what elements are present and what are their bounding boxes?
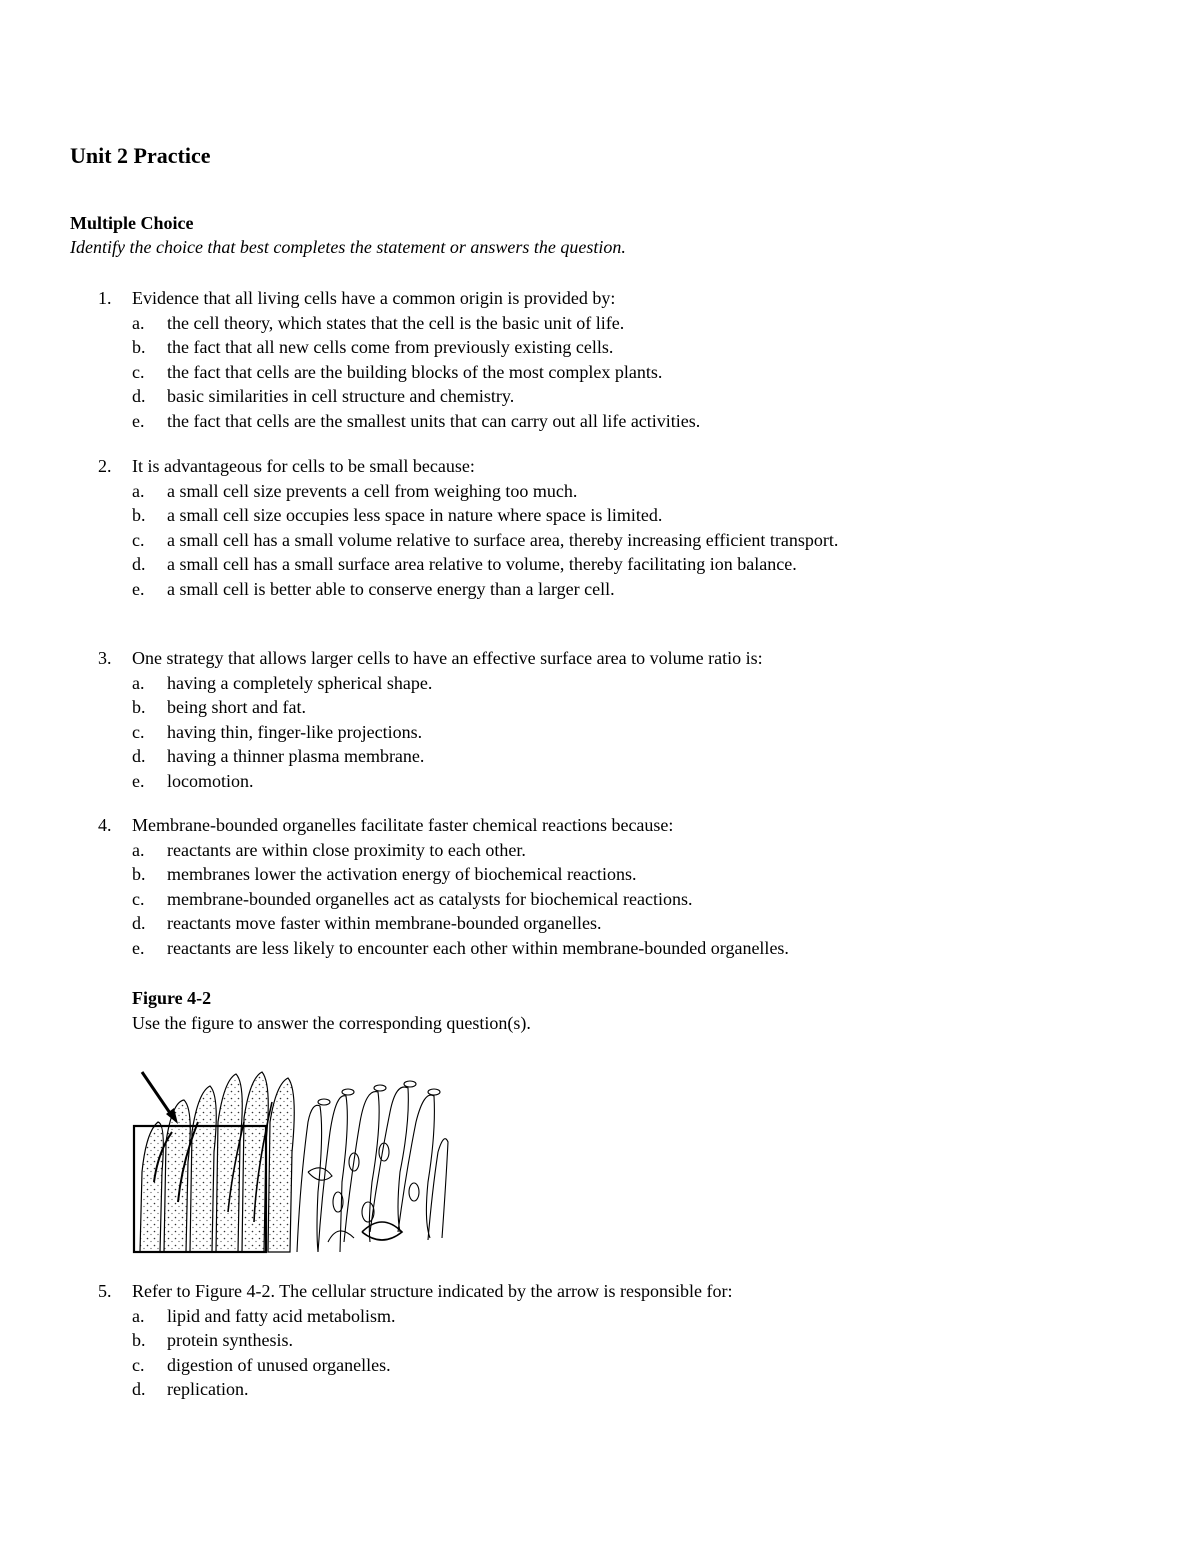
answer-option xyxy=(98,769,978,794)
question-number: 3. xyxy=(98,648,112,668)
answer-option xyxy=(98,720,978,745)
option-letter: d. xyxy=(132,386,146,407)
answer-option xyxy=(98,862,978,887)
option-text: having a thinner plasma membrane. xyxy=(167,746,425,767)
option-text: lipid and fatty acid metabolism. xyxy=(167,1305,396,1326)
option-letter: e. xyxy=(132,770,145,791)
option-text: the cell theory, which states that the cell is the basic unit of life. xyxy=(167,312,625,333)
option-letter: e. xyxy=(132,937,145,958)
option-text: membrane-bounded organelles act as catalysts for biochemical reactions. xyxy=(167,888,693,909)
option-letter: d. xyxy=(132,1379,146,1400)
option-letter: b. xyxy=(132,505,146,526)
option-text: locomotion. xyxy=(167,770,254,791)
answer-option xyxy=(98,911,978,936)
answer-option xyxy=(98,552,978,577)
answer-option xyxy=(98,528,978,553)
option-text: having thin, finger-like projections. xyxy=(167,721,423,742)
question-2 xyxy=(98,454,978,602)
figure-label: Figure 4-2 xyxy=(132,988,212,1008)
option-letter: c. xyxy=(132,888,145,909)
option-letter: d. xyxy=(132,746,146,767)
question-number: 1. xyxy=(98,288,112,308)
option-text: a small cell has a small surface area relative to volume, thereby facilitating ion balance. xyxy=(167,554,797,575)
question-5 xyxy=(98,1279,978,1402)
microvilli xyxy=(297,1081,448,1252)
question-stem: It is advantageous for cells to be small because: xyxy=(132,456,475,476)
question-stem: Evidence that all living cells have a common origin is provided by: xyxy=(132,288,616,308)
question-stem: One strategy that allows larger cells to have an effective surface area to volume ratio is: xyxy=(132,648,763,668)
option-text: a small cell size prevents a cell from weighing too much. xyxy=(167,480,578,501)
option-letter: d. xyxy=(132,913,146,934)
answer-option xyxy=(98,1328,978,1353)
answer-option xyxy=(98,887,978,912)
option-text: being short and fat. xyxy=(167,697,306,718)
answer-option xyxy=(98,671,978,696)
answer-option xyxy=(98,503,978,528)
question-number: 5. xyxy=(98,1281,112,1301)
answer-option xyxy=(98,311,978,336)
option-letter: a. xyxy=(132,672,145,693)
answer-option xyxy=(98,360,978,385)
option-text: replication. xyxy=(167,1379,249,1400)
option-letter: c. xyxy=(132,361,145,382)
option-text: the fact that cells are the smallest units that can carry out all life activities. xyxy=(167,410,701,431)
answer-option xyxy=(98,335,978,360)
option-text: digestion of unused organelles. xyxy=(167,1354,391,1375)
option-text: a small cell is better able to conserve energy than a larger cell. xyxy=(167,578,615,599)
answer-option xyxy=(98,936,978,961)
option-letter: e. xyxy=(132,410,145,431)
option-text: having a completely spherical shape. xyxy=(167,672,433,693)
option-letter: e. xyxy=(132,578,145,599)
option-letter: b. xyxy=(132,864,146,885)
figure-instructions: Use the figure to answer the corresponding question(s). xyxy=(132,1013,531,1033)
option-text: the fact that cells are the building blocks of the most complex plants. xyxy=(167,361,663,382)
option-letter: c. xyxy=(132,721,145,742)
option-letter: a. xyxy=(132,480,145,501)
page-title: Unit 2 Practice xyxy=(70,143,211,168)
answer-option xyxy=(98,1353,978,1378)
option-text: reactants move faster within membrane-bounded organelles. xyxy=(167,913,602,934)
answer-option xyxy=(98,1377,978,1402)
section-instructions: Identify the choice that best completes the statement or answers the question. xyxy=(70,237,626,257)
option-text: reactants are less likely to encounter each other within membrane-bounded organelles. xyxy=(167,937,789,958)
option-text: reactants are within close proximity to each other. xyxy=(167,839,526,860)
option-text: protein synthesis. xyxy=(167,1330,293,1351)
option-letter: c. xyxy=(132,1354,145,1375)
option-letter: d. xyxy=(132,554,146,575)
option-letter: a. xyxy=(132,839,145,860)
answer-option xyxy=(98,384,978,409)
option-text: a small cell has a small volume relative to surface area, thereby increasing efficient transport. xyxy=(167,529,839,550)
question-stem: Membrane-bounded organelles facilitate faster chemical reactions because: xyxy=(132,815,674,835)
question-4 xyxy=(98,813,978,961)
option-text: membranes lower the activation energy of biochemical reactions. xyxy=(167,864,637,885)
answer-option xyxy=(98,744,978,769)
answer-option xyxy=(98,838,978,863)
answer-option xyxy=(98,577,978,602)
option-letter: a. xyxy=(132,1305,145,1326)
answer-option xyxy=(98,479,978,504)
answer-option xyxy=(98,409,978,434)
option-letter: c. xyxy=(132,529,145,550)
answer-option xyxy=(98,695,978,720)
option-text: a small cell size occupies less space in nature where space is limited. xyxy=(167,505,663,526)
option-letter: a. xyxy=(132,312,145,333)
question-stem: Refer to Figure 4-2. The cellular structure indicated by the arrow is responsible for: xyxy=(132,1281,733,1301)
section-title: Multiple Choice xyxy=(70,213,194,233)
option-text: basic similarities in cell structure and chemistry. xyxy=(167,386,515,407)
question-1 xyxy=(98,286,978,434)
cell-microvilli-figure xyxy=(132,1062,450,1254)
answer-option xyxy=(98,1304,978,1329)
option-letter: b. xyxy=(132,337,146,358)
arrow-icon xyxy=(142,1072,178,1124)
option-letter: b. xyxy=(132,1330,146,1351)
columnar-cells xyxy=(140,1072,294,1252)
question-number: 2. xyxy=(98,456,112,476)
question-3 xyxy=(98,646,978,794)
question-number: 4. xyxy=(98,815,112,835)
option-text: the fact that all new cells come from previously existing cells. xyxy=(167,337,614,358)
option-letter: b. xyxy=(132,697,146,718)
